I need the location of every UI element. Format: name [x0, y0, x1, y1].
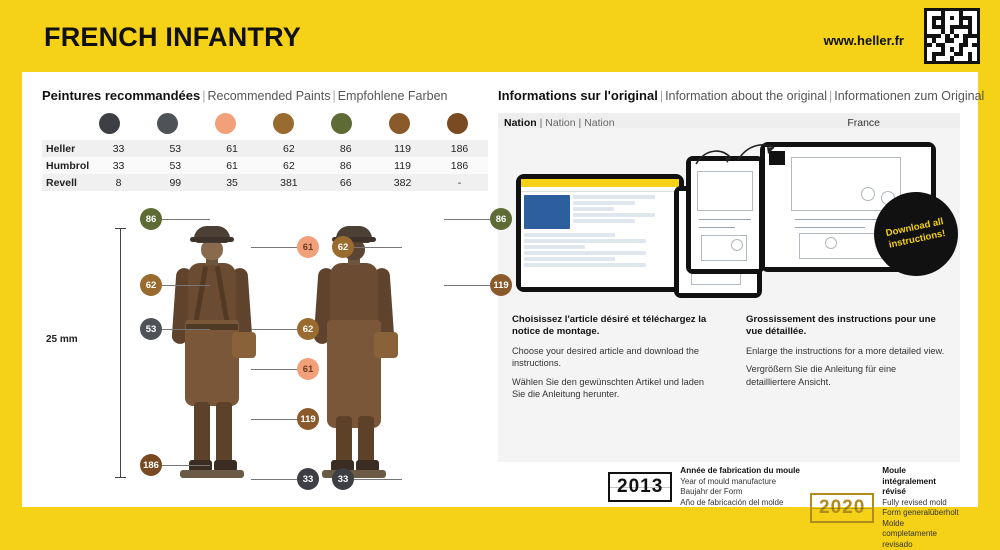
stamp-line-de: Baujahr der Form	[680, 487, 743, 496]
satchel	[232, 332, 256, 358]
content-card	[22, 72, 985, 549]
arrow-icon-right	[694, 146, 734, 170]
stamp-line-es: Año de fabricación del molde	[680, 497, 784, 507]
coat	[327, 320, 381, 428]
paint-code-cell: 61	[226, 142, 238, 155]
nation-value: France	[847, 116, 880, 129]
figure-diagram	[42, 206, 509, 492]
scale-bar	[120, 228, 121, 478]
paint-callout-33: 33	[332, 468, 354, 490]
paint-swatch	[273, 113, 294, 134]
caption-choose-article	[512, 314, 712, 406]
tablet-instructions-page-2[interactable]	[686, 156, 764, 274]
original-heading-de: Informationen zum Original	[834, 89, 985, 103]
paint-code-cell: 62	[283, 159, 295, 172]
year-box-gold	[810, 493, 874, 523]
paint-swatch	[447, 113, 468, 134]
paint-code-cell: 119	[394, 142, 411, 155]
caption-right-en: Enlarge the instructions for a more detailed view.	[746, 345, 945, 356]
caption-right-de: Vergrößern Sie die Anleitung für eine detailliertere Ansicht.	[746, 364, 897, 387]
callout-leader-line	[162, 329, 210, 330]
paint-swatch-cell	[254, 113, 312, 134]
paint-swatch	[215, 113, 236, 134]
paint-code-cell: 99	[169, 176, 182, 189]
paint-callout-62: 62	[140, 274, 162, 296]
paint-swatch	[331, 113, 352, 134]
paint-swatch	[99, 113, 120, 134]
callout-leader-line	[354, 247, 402, 248]
paint-code-cell: 33	[112, 159, 125, 172]
paint-brand-label: Humbrol	[46, 159, 90, 172]
leg-right	[216, 402, 232, 464]
site-header-bar	[521, 179, 679, 187]
paint-callout-86: 86	[490, 208, 512, 230]
paint-callout-119: 119	[490, 274, 512, 296]
paint-callout-61: 61	[297, 358, 319, 380]
original-info-section	[498, 88, 985, 492]
nation-label-fr: Nation	[504, 116, 537, 129]
caption-left-de: Wählen Sie den gewünschten Artikel und laden Sie die Anleitung herunter.	[512, 376, 705, 400]
paint-code-cell: 61	[226, 159, 238, 172]
paint-code-cell: 66	[339, 176, 352, 189]
paint-code-cell: 62	[283, 142, 295, 155]
stamp-line-en: Year of mould manufacture	[680, 476, 777, 486]
paint-swatch-row	[42, 113, 488, 134]
paint-callout-186: 186	[140, 454, 162, 476]
paint-swatch-cell	[80, 113, 138, 134]
callout-leader-line	[354, 479, 402, 480]
paints-heading-en: Recommended Paints	[207, 89, 331, 103]
header	[0, 0, 1000, 72]
caption-left-en: Choose your desired article and download the instructions.	[512, 345, 699, 369]
callout-leader-line	[162, 219, 210, 220]
paint-swatch	[157, 113, 178, 134]
paint-code-cell: 186	[450, 142, 469, 155]
figure-front-view	[146, 220, 278, 488]
satchel	[374, 332, 398, 358]
device-illustrations	[498, 134, 960, 306]
paint-callout-53: 53	[140, 318, 162, 340]
paints-heading: Peintures recommandées | Recommended Paints | Empfohlene Farben	[42, 88, 448, 103]
paint-callout-62: 62	[332, 236, 354, 258]
callout-leader-line	[162, 465, 210, 466]
caption-enlarge-instructions	[746, 314, 946, 394]
original-heading-fr: Informations sur l'original	[498, 88, 658, 103]
coat	[185, 320, 239, 406]
leg-left	[336, 416, 352, 464]
site-body	[521, 192, 679, 272]
table-row	[42, 174, 488, 191]
paint-callout-61: 61	[297, 236, 319, 258]
download-instructions-panel	[498, 128, 960, 462]
helmet	[194, 226, 230, 243]
callout-leader-line	[251, 419, 297, 420]
paint-code-cell: 53	[169, 159, 182, 172]
paint-code-cell: 35	[226, 176, 238, 189]
stamp-line-fr: Année de fabrication du moule	[680, 466, 800, 475]
caption-left-fr: Choisissez l'article désiré et téléchargez la notice de montage.	[512, 314, 707, 338]
callout-leader-line	[444, 285, 490, 286]
page-title: FRENCH INFANTRY	[44, 22, 301, 52]
paint-callout-86: 86	[140, 208, 162, 230]
paints-heading-de: Empfohlene Farben	[337, 89, 448, 103]
download-all-instructions-badge[interactable]: Download all instructions!	[866, 184, 966, 284]
scale-label: 25 mm	[46, 334, 78, 345]
paint-code-cell: 382	[393, 176, 412, 189]
table-row	[42, 157, 488, 174]
callout-leader-line	[251, 247, 297, 248]
stamp-line-en: Fully revised mold	[882, 497, 947, 507]
callout-leader-line	[251, 369, 297, 370]
callout-leader-line	[251, 329, 297, 330]
original-heading: Informations sur l'original | Information about the original | Informationen zum Original	[498, 88, 985, 103]
arrow-icon-up-right	[736, 140, 776, 164]
paint-callout-119: 119	[297, 408, 319, 430]
year-box	[608, 472, 672, 502]
paint-code-cell: 186	[450, 159, 469, 172]
nation-row: Nation | Nation | Nation France	[498, 113, 960, 132]
paint-code-cell: -	[457, 176, 462, 189]
paint-codes-table	[42, 140, 488, 191]
paint-code-cell: 33	[112, 142, 125, 155]
paints-section	[42, 88, 509, 492]
stamp-line-es: Molde completamente revisado	[882, 518, 937, 549]
paint-swatch-cell	[370, 113, 428, 134]
callout-leader-line	[444, 219, 490, 220]
figure-back-view	[288, 220, 420, 488]
paint-swatch-cell	[196, 113, 254, 134]
paint-code-cell: 53	[169, 142, 182, 155]
stamp-line-fr: Moule intégralement révisé	[882, 466, 936, 496]
mould-stamps	[498, 464, 960, 549]
paint-swatch-cell	[312, 113, 370, 134]
stamp-year: 2013	[617, 476, 664, 497]
original-heading-en: Information about the original	[665, 89, 827, 103]
paint-swatch-cell	[428, 113, 486, 134]
paint-code-cell: 86	[339, 159, 352, 172]
face	[201, 240, 223, 260]
stamp-year-of-manufacture	[608, 466, 800, 508]
paint-code-cell: 381	[280, 176, 298, 189]
paint-swatch	[389, 113, 410, 134]
paint-code-cell: 8	[115, 176, 122, 189]
stamp-revised-mold	[810, 466, 960, 550]
figure-base	[180, 470, 244, 478]
nation-label-en: Nation	[545, 116, 576, 129]
qr-code-icon[interactable]	[924, 8, 980, 64]
paint-callout-33: 33	[297, 468, 319, 490]
paint-brand-label: Revell	[46, 176, 77, 189]
leg-right	[358, 416, 374, 464]
website-url[interactable]: www.heller.fr	[823, 33, 904, 48]
paint-brand-label: Heller	[46, 142, 76, 155]
caption-right-fr: Grossissement des instructions pour une vue détaillée.	[746, 314, 936, 338]
leg-left	[194, 402, 210, 464]
paints-heading-fr: Peintures recommandées	[42, 88, 201, 103]
stamp-line-de: Form generalüberholt	[882, 508, 959, 517]
paint-callout-62: 62	[297, 318, 319, 340]
product-image	[524, 195, 570, 229]
paints-table	[42, 113, 488, 191]
paint-code-cell: 86	[339, 142, 352, 155]
paint-code-cell: 119	[394, 159, 411, 172]
stamp-year: 2020	[819, 497, 866, 518]
paint-swatch-cell	[138, 113, 196, 134]
nation-label-de: Nation	[584, 116, 615, 129]
tablet-website[interactable]	[516, 174, 684, 292]
table-row	[42, 140, 488, 157]
callout-leader-line	[251, 479, 297, 480]
callout-leader-line	[162, 285, 210, 286]
